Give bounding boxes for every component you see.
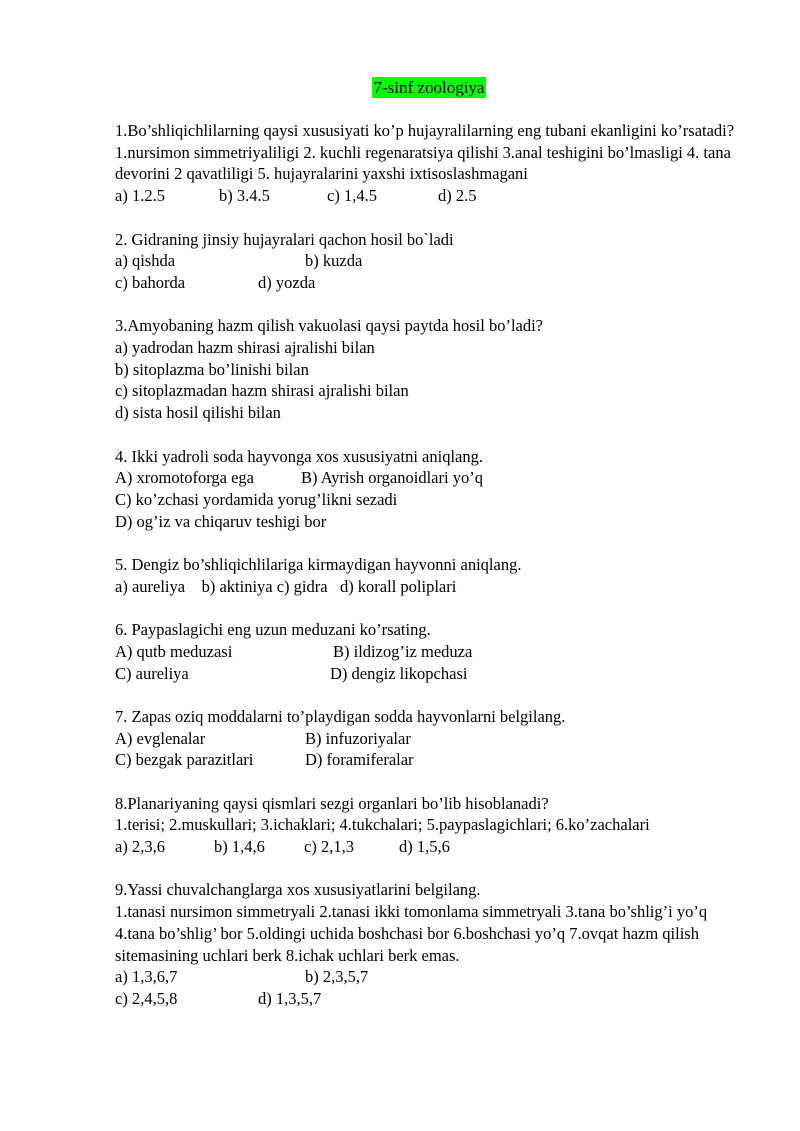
option-c: c) 2,1,3 [304,837,354,857]
option-a: a) yadrodan hazm shirasi ajralishi bilan [115,338,375,357]
option-d: d) sista hosil qilishi bilan [115,403,281,423]
question-text: 8.Planariyaning qaysi qismlari sezgi organlari bo’lib hisoblanadi? [115,793,549,813]
question-text: 1.Bo’shliqichlilarning qaysi xususiyati ko’p hujayralilarning eng tubani ekanligini ko’rsatadi? [115,121,735,140]
option-b: b) 2,3,5,7 [305,967,369,987]
option-c: c) 2,4,5,8 [115,989,178,1008]
option-a: A) evglenalar [115,728,206,748]
answer-row [115,272,755,294]
answer-row [115,749,755,771]
question-text: 9.Yassi chuvalchanglarga xos xususiyatlarini belgilang. [115,880,481,900]
answer-row [115,663,755,685]
option-d: d) 1,5,6 [399,837,450,857]
question-9 [115,879,755,1009]
option-a: a) qishda [115,251,176,271]
question-5 [115,554,755,597]
question-1 [115,120,755,207]
answer-row [115,728,755,750]
question-list [115,120,755,1031]
option-c: C) ko’zchasi yordamida yorug’likni sezadi [115,489,398,509]
option-b: b) 3.4.5 [219,186,270,206]
option-d: d) 2.5 [438,186,477,206]
option-a: a) 2,3,6 [115,837,165,857]
question-3 [115,315,755,424]
question-details: 1.terisi; 2.muskullari; 3.ichaklari; 4.tukchalari; 5.paypaslagichlari; 6.ko’zachalari [115,815,650,835]
option-d: D) foramiferalar [305,750,414,770]
title-container [0,77,800,98]
question-7 [115,706,755,771]
answer-row [115,988,755,1010]
option-c: c) sitoplazmadan hazm shirasi ajralishi bilan [115,381,409,401]
answer-options: a) aureliya b) aktiniya c) gidra d) korall poliplari [115,576,457,596]
question-text: 3.Amyobaning hazm qilish vakuolasi qaysi paytda hosil bo’ladi? [115,316,544,336]
answer-row [115,467,755,489]
answer-row [115,966,755,988]
option-d: d) 1,3,5,7 [258,989,322,1008]
question-2 [115,229,755,294]
question-text: 7. Zapas oziq moddalarni to’playdigan sodda hayvonlarni belgilang. [115,706,566,726]
option-a: A) xromotoforga ega [115,468,254,488]
question-text: 4. Ikki yadroli soda hayvonga xos xususiyatni aniqlang. [115,446,483,466]
answer-row [115,836,755,858]
answer-row [115,641,755,663]
question-6 [115,619,755,684]
option-b: b) 1,4,6 [214,837,265,857]
question-text: 5. Dengiz bo’shliqichlilariga kirmaydigan hayvonni aniqlang. [115,555,522,574]
option-b: b) kuzda [305,251,363,271]
option-d: D) dengiz likopchasi [330,663,468,683]
question-4 [115,446,755,533]
option-c: C) aureliya [115,663,189,683]
option-b: B) ildizog’iz meduza [333,641,473,661]
option-d: d) yozda [258,272,316,292]
option-c: c) 1,4.5 [327,186,377,206]
option-a: a) 1.2.5 [115,186,165,206]
answer-row [115,250,755,272]
question-details: 1.tanasi nursimon simmetryali 2.tanasi ikki tomonlama simmetryali 3.tana bo’shlig’i yo’q 4.tana bo’shlig’ bor 5.oldingi uchida boshchasi bor 6.boshchasi yo’q 7.ovqat hazm qilish sitemasining uchlari berk 8.ichak uchlari berk emas. [115,902,708,965]
option-a: a) 1,3,6,7 [115,967,178,987]
option-c: C) bezgak parazitlari [115,750,254,770]
option-a: A) qutb meduzasi [115,641,233,661]
question-text: 2. Gidraning jinsiy hujayralari qachon hosil bo`ladi [115,229,454,249]
page-title: 7-sinf zoologiya [373,78,485,97]
option-b: b) sitoplazma bo’linishi bilan [115,359,309,379]
option-d: D) og’iz va chiqaruv teshigi bor [115,511,327,531]
question-8 [115,793,755,858]
option-b: B) Ayrish organoidlari yo’q [301,468,483,488]
option-c: c) bahorda [115,272,186,292]
question-details: 1.nursimon simmetriyaliligi 2. kuchli regenaratsiya qilishi 3.anal teshigini bo’lmasligi 4. tana devorini 2 qavatliligi 5. hujayralarini yaxshi ixtisoslashmagani [115,142,731,184]
question-text: 6. Paypaslagichi eng uzun meduzani ko’rsating. [115,620,431,640]
answer-row [115,185,755,207]
option-b: B) infuzoriyalar [305,728,411,748]
